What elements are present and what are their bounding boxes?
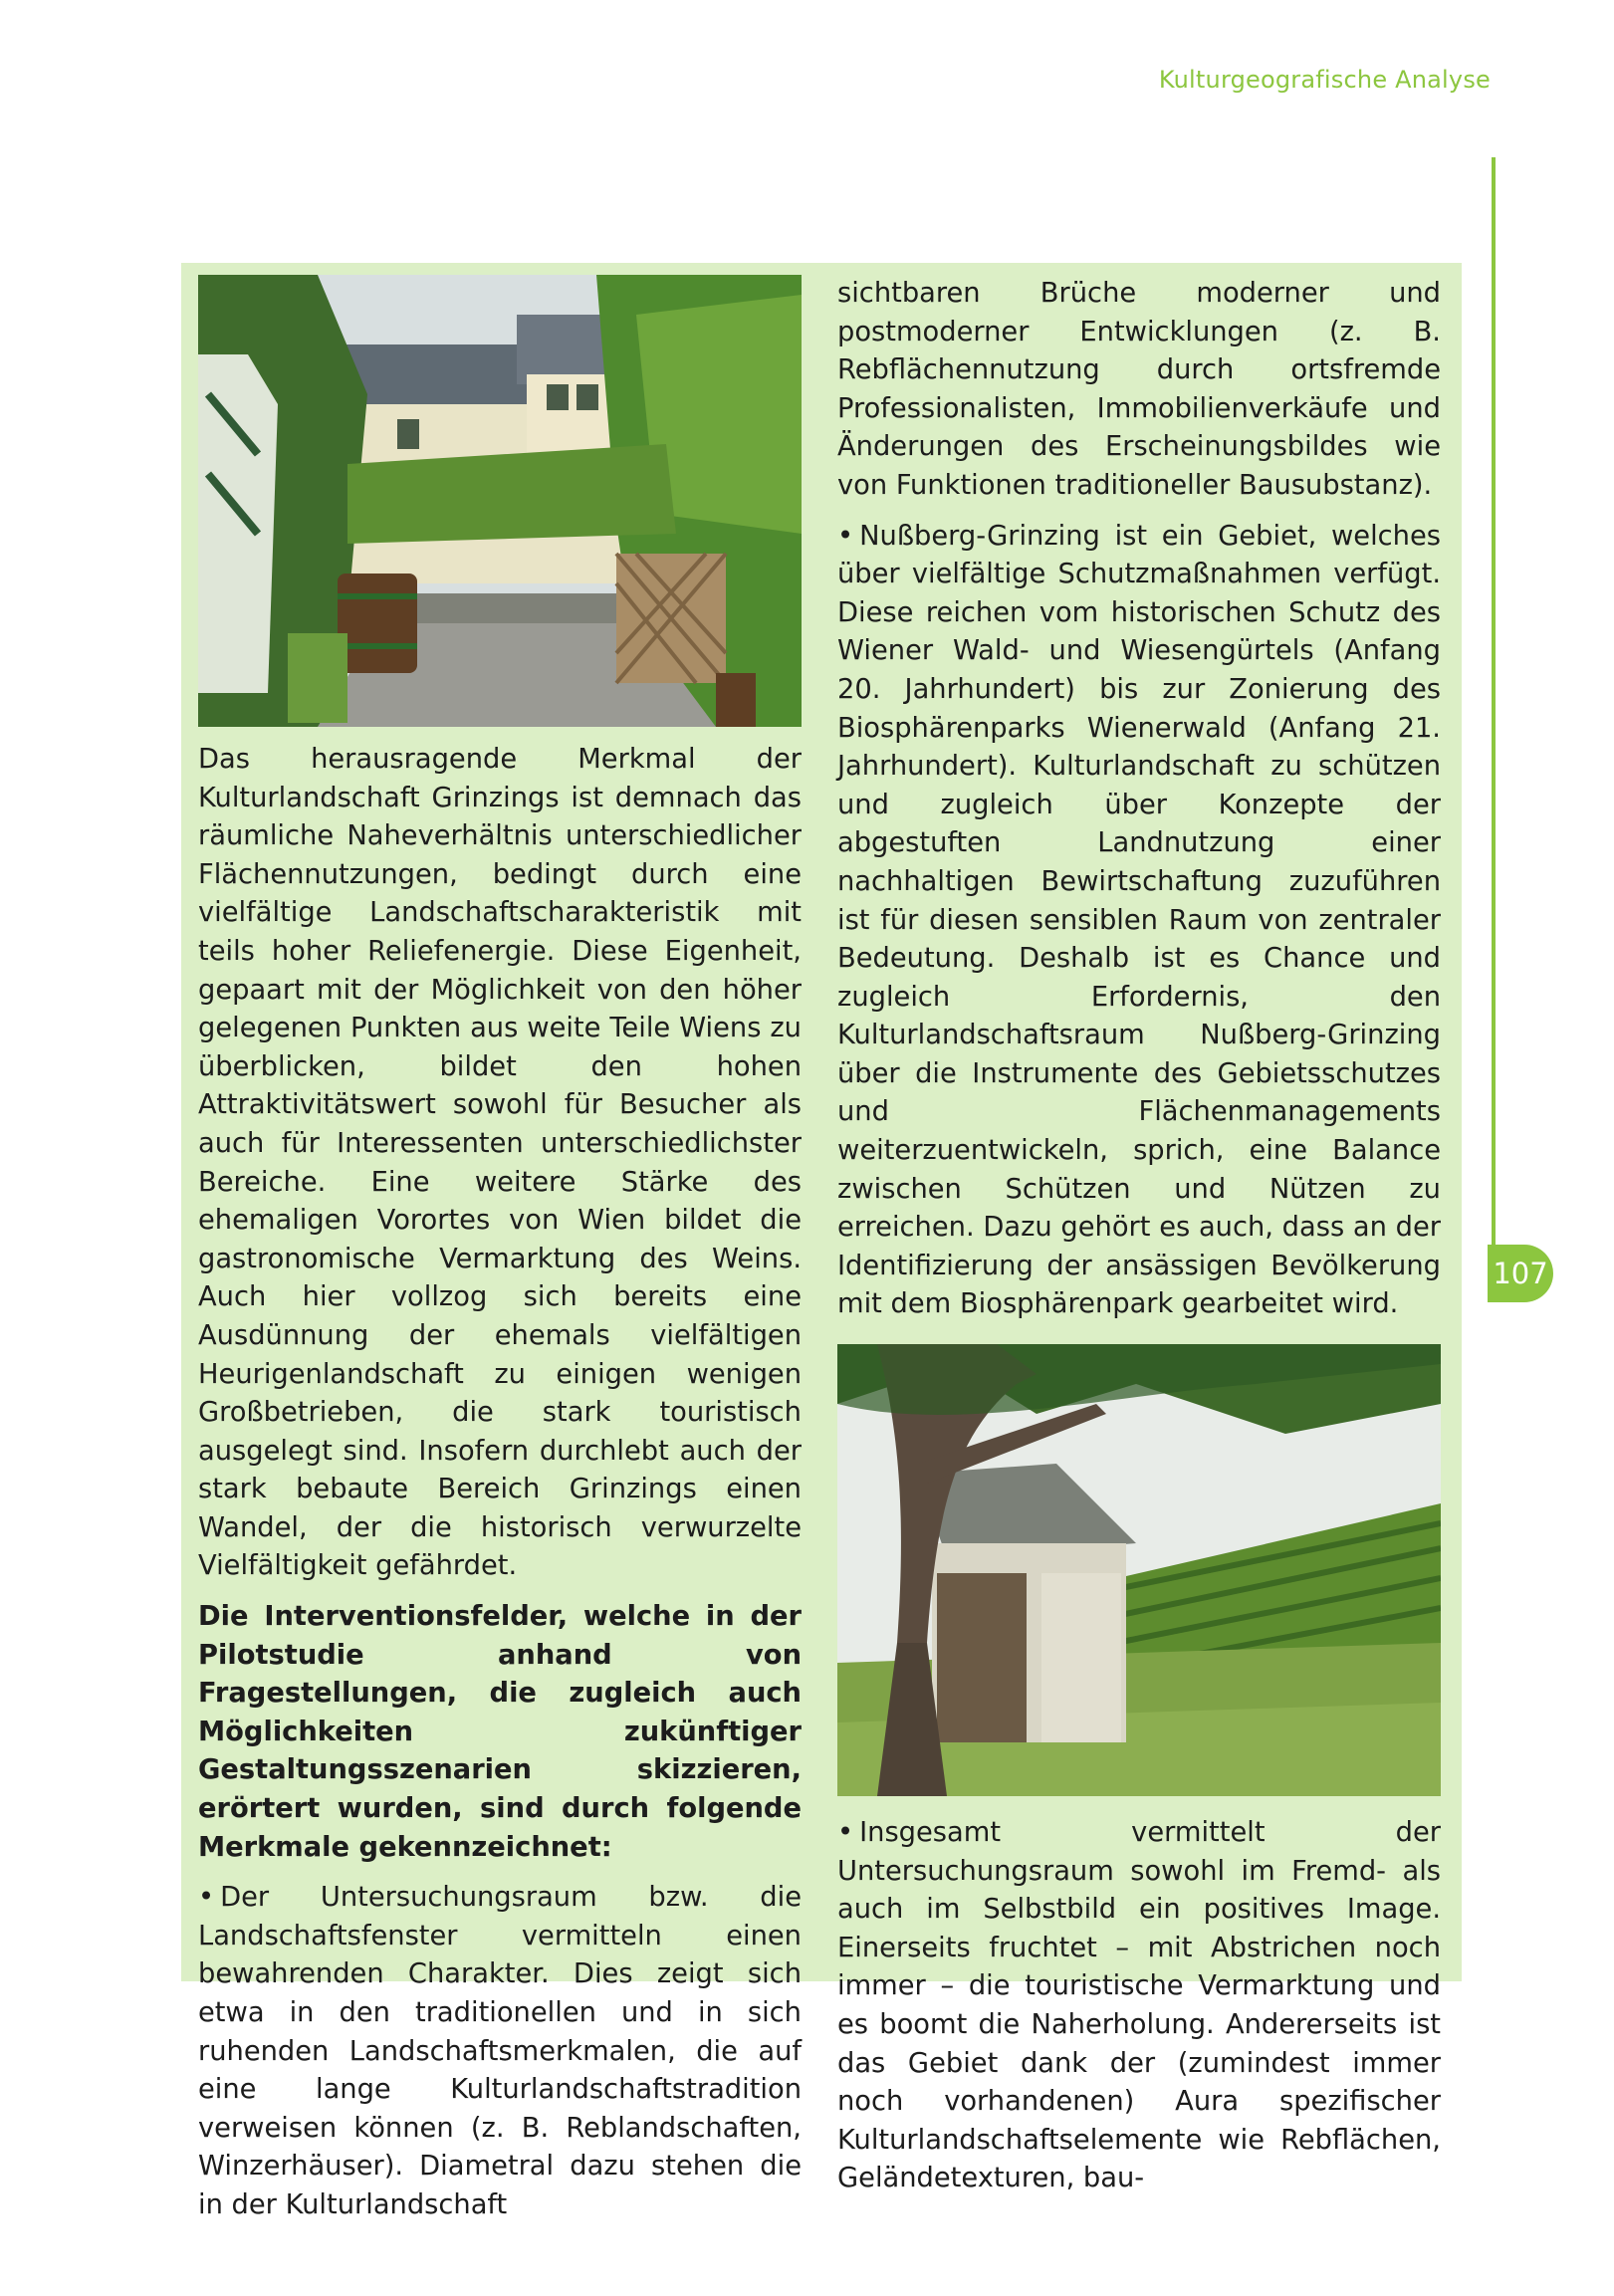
right-column: [837, 275, 1441, 2210]
paragraph: sichtbaren Brüche moderner und postmoderner Entwicklungen (z. B. Rebflächennutzung durch ortsfremde Professionalisten, Immobilienverkäufe und Änderungen des Erscheinungsbildes wie von Funktionen traditioneller Bausubstanz).: [837, 278, 1441, 501]
bullet-item: [837, 1814, 1441, 2198]
paragraph: Das herausragende Merkmal der Kulturlandschaft Grinzings ist demnach das räumliche Naheverhältnis unterschiedlicher Flächennutzungen, bedingt durch eine vielfältige Landschaftscharakteristik mit teils hoher Reliefenergie. Diese Eigenheit, gepaart mit der Möglichkeit von den höher gelegenen Punkten aus weite Teile Wiens zu überblicken, bildet den hohen Attraktivitätswert sowohl für Besucher als auch für Interessenten unterschiedlichster Bereiche. Eine weitere Stärke des ehemaligen Vorortes von Wien bildet die gastronomische Vermarktung des Weins. Auch hier vollzog sich bereits eine Ausdünnung der ehemals vielfältigen Heurigenlandschaft zu einigen wenigen Großbetrieben, die stark touristisch ausgelegt sind. Insofern durchlebt auch der stark bebaute Bereich Grinzings einen Wandel, der die historisch verwurzelte Vielfältigkeit gefährdet.: [198, 744, 802, 1582]
running-header: Kulturgeografische Analyse: [1158, 66, 1491, 94]
bullet-text: Der Untersuchungsraum bzw. die Landschaftsfenster vermitteln einen bewahrenden Charakter. Dies zeigt sich etwa in den traditionellen und in sich ruhenden Landschaftsmerkmalen, die auf eine lange Kulturlandschaftstradition verweisen können (z. B. Reblandschaften, Winzerhäuser). Diametral dazu stehen die in der Kulturlandschaft: [198, 1882, 802, 2220]
left-column: [198, 275, 802, 2237]
bullet-symbol: •: [198, 1882, 215, 1914]
courtyard-photo: [198, 275, 802, 727]
side-rule: [1492, 157, 1496, 1278]
bullet-item: [837, 518, 1441, 1324]
bullet-text: Insgesamt vermittelt der Untersuchungsraum sowohl im Fremd- als auch im Selbstbild ein positives Image. Einerseits fruchtet – mit Abstrichen noch immer – die touristische Vermarktung und es boomt die Naherholung. Andererseits ist das Gebiet dank der (zumindest immer noch vorhandenen) Aura spezifischer Kulturlandschaftselemente wie Rebflächen, Geländetexturen, bau-: [837, 1817, 1441, 2194]
bullet-symbol: •: [837, 1817, 854, 1849]
vineyard-hut-photo: [837, 1344, 1441, 1796]
bullet-text: Nußberg-Grinzing ist ein Gebiet, welches über vielfältige Schutzmaßnahmen verfügt. Diese reichen vom historischen Schutz des Wiener Wald- und Wiesengürtels (Anfang 20. Jahrhundert) bis zur Zonierung des Biosphärenparks Wienerwald (Anfang 21. Jahrhundert). Kulturlandschaft zu schützen und zugleich über Konzepte der abgestuften Landnutzung einer nachhaltigen Bewirtschaftung zuzuführen ist für diesen sensiblen Raum von zentraler Bedeutung. Deshalb ist es Chance und zugleich Erfordernis, den Kulturlandschaftsraum Nußberg-Grinzing über die Instrumente des Gebietsschutzes und Flächenmanagements weiterzuentwickeln, sprich, eine Balance zwischen Schützen und Nützen zu erreichen. Dazu gehört es auch, dass an der Identifizierung der ansässigen Bevölkerung mit dem Biosphärenpark gearbeitet wird.: [837, 520, 1441, 1320]
intro-bold-paragraph: Die Interventionsfelder, welche in der Pilotstudie anhand von Fragestellungen, die zugleich auch Möglichkeiten zukünftiger Gestaltungsszenarien skizzieren, erörtert wurden, sind durch folgende Merkmale gekennzeichnet:: [198, 1601, 802, 1863]
bullet-symbol: •: [837, 520, 854, 552]
content-box: [181, 263, 1462, 2220]
bullet-item: [198, 1879, 802, 2224]
page-number: 107: [1488, 1245, 1553, 1302]
